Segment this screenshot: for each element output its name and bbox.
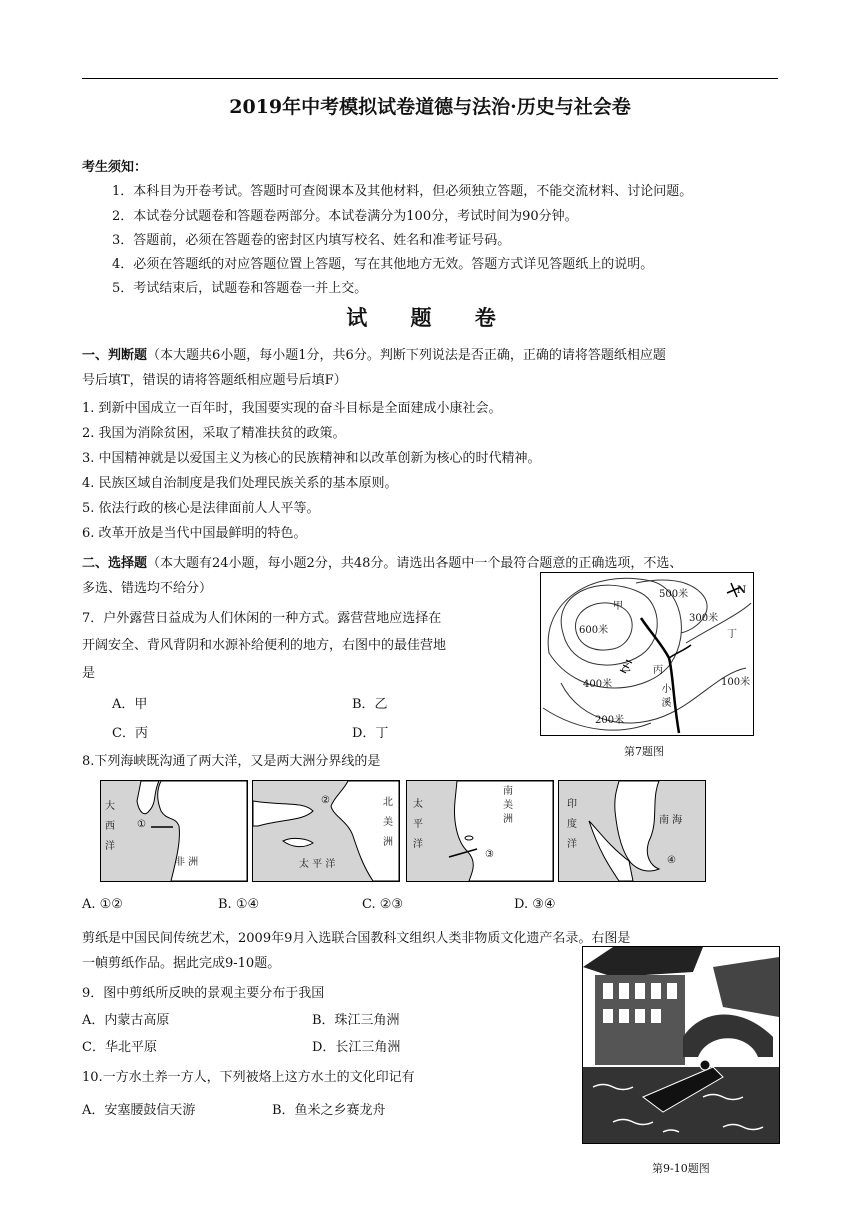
q8-option-d[interactable]: D. ③④ <box>514 897 556 912</box>
q9-stem: 9．图中剪纸所反映的景观主要分布于我国 <box>82 986 325 1001</box>
q7-option-c[interactable]: C．丙 <box>112 726 148 741</box>
contour-label: 500米 <box>659 589 689 600</box>
page-title: 2019年中考模拟试卷道德与法治·历史与社会卷 <box>229 96 631 118</box>
map4-sea-label: 南 海 <box>659 815 683 826</box>
q8-stem: 8.下列海峡既沟通了两大洋，又是两大洲分界线的是 <box>82 754 381 769</box>
contour-label: 200米 <box>595 715 625 726</box>
map1-ocean-label: 大西洋 <box>105 801 115 852</box>
q8-option-c[interactable]: C. ②③ <box>362 897 404 912</box>
judge-item: 4. 民族区域自治制度是我们处理民族关系的基本原则。 <box>82 476 398 491</box>
stream-label: 小溪 <box>659 683 670 711</box>
notice-heading: 考生须知： <box>82 160 148 175</box>
q10-option-b[interactable]: B．鱼米之乡赛龙舟 <box>272 1103 386 1118</box>
paper-title: 试 题 卷 <box>346 305 514 330</box>
section1-heading: 一、判断题 <box>82 348 148 363</box>
q9-option-a[interactable]: A．内蒙古高原 <box>82 1013 170 1028</box>
notice-item: 2．本试卷分试题卷和答题卷两部分。本试卷满分为100分，考试时间为90分钟。 <box>112 209 578 224</box>
q9-option-b[interactable]: B．珠江三角洲 <box>312 1013 400 1028</box>
strait-marker-3: ③ <box>485 849 494 860</box>
judge-item: 1. 到新中国成立一百年时，我国要实现的奋斗目标是全面建成小康社会。 <box>82 401 502 416</box>
point-ding: 丁 <box>727 629 737 640</box>
contour-label: 300米 <box>689 613 719 624</box>
material-text: 一幀剪纸作品。据此完成9-10题。 <box>82 956 281 971</box>
point-jia: 甲 <box>613 601 623 612</box>
notice-item: 5．考试结束后，试题卷和答题卷一并上交。 <box>112 281 368 296</box>
contour-label: 400米 <box>583 679 613 690</box>
section2-desc: （本大题有24小题，每小题2分，共48分。请选出各题中一个最符合题意的正确选项，不选、 <box>147 556 683 571</box>
contour-label: 600米 <box>579 625 609 636</box>
strait-map-1 <box>100 780 248 882</box>
section1-header <box>82 344 666 363</box>
section2-header <box>82 552 682 571</box>
map3-ocean-label: 太平洋 <box>413 799 423 850</box>
judge-item: 5. 依法行政的核心是法律面前人人平等。 <box>82 501 320 516</box>
section1-desc: （本大题共6小题，每小题1分，共6分。判断下列说法是否正确，正确的请将答题纸相应题 <box>147 348 666 363</box>
map2-ocean-label: 太 平 洋 <box>299 859 336 870</box>
judge-item: 3. 中国精神就是以爱国主义为核心的民族精神和以改革创新为核心的时代精神。 <box>82 451 541 466</box>
q10-stem: 10.一方水土养一方人，下列被烙上这方水土的文化印记有 <box>82 1070 415 1085</box>
q7-contour-map <box>540 572 754 736</box>
q7-stem: 开阔安全、背风背阴和水源补给便利的地方，右图中的最佳营地 <box>82 638 447 653</box>
q7-option-a[interactable]: A．甲 <box>112 697 148 712</box>
strait-marker-2: ② <box>321 795 330 806</box>
strait-map-2 <box>252 780 400 882</box>
map3-land-label: 南美洲 <box>503 786 513 825</box>
q7-option-b[interactable]: B．乙 <box>352 697 388 712</box>
section2-desc-2: 多选、错选均不给分） <box>82 581 213 596</box>
strait-map-4 <box>558 780 706 882</box>
q8-option-b[interactable]: B. ①④ <box>218 897 260 912</box>
notice-item: 3．答题前，必须在答题卷的密封区内填写校名、姓名和准考证号码。 <box>112 233 511 248</box>
map4-ocean-label: 印度洋 <box>567 799 577 850</box>
section1-desc-2: 号后填T，错误的请将答题纸相应题号后填F） <box>82 373 347 388</box>
q7-stem: 是 <box>82 666 96 681</box>
papercut-image <box>582 946 780 1144</box>
q9-option-c[interactable]: C．华北平原 <box>82 1040 157 1055</box>
top-rule <box>82 78 778 79</box>
judge-item: 6. 改革开放是当代中国最鲜明的特色。 <box>82 526 307 541</box>
map1-land-label: 非 洲 <box>175 857 199 868</box>
q7-option-d[interactable]: D．丁 <box>352 726 389 741</box>
material-text: 剪纸是中国民间传统艺术，2009年9月入选联合国教科文组织人类非物质文化遗产名录。右图是 <box>82 931 631 946</box>
point-yi: 乙 <box>621 663 631 674</box>
strait-marker-4: ④ <box>667 855 676 866</box>
papercut-caption: 第9-10题图 <box>652 1162 710 1175</box>
contour-label: 100米 <box>721 677 751 688</box>
point-bing: 丙 <box>653 665 663 676</box>
section2-heading: 二、选择题 <box>82 556 148 571</box>
q7-stem: 7．户外露营日益成为人们休闲的一种方式。露营营地应选择在 <box>82 611 442 626</box>
notice-item: 1．本科目为开卷考试。答题时可查阅课本及其他材料，但必须独立答题，不能交流材料、讨论问题。 <box>112 184 693 199</box>
strait-map-3 <box>406 780 554 882</box>
contour-lines <box>541 573 753 735</box>
notice-item: 4．必须在答题纸的对应答题位置上答题，写在其他地方无效。答题方式详见答题纸上的说明。 <box>112 257 654 272</box>
q10-option-a[interactable]: A．安塞腰鼓信天游 <box>82 1103 196 1118</box>
judge-item: 2. 我国为消除贫困，采取了精准扶贫的政策。 <box>82 426 346 441</box>
north-label: N <box>737 585 747 596</box>
map2-land-label: 北美洲 <box>383 797 393 848</box>
q7-map-caption: 第7题图 <box>624 745 664 758</box>
strait-marker-1: ① <box>137 819 146 830</box>
q9-option-d[interactable]: D．长江三角洲 <box>312 1040 401 1055</box>
q8-option-a[interactable]: A. ①② <box>82 897 123 912</box>
